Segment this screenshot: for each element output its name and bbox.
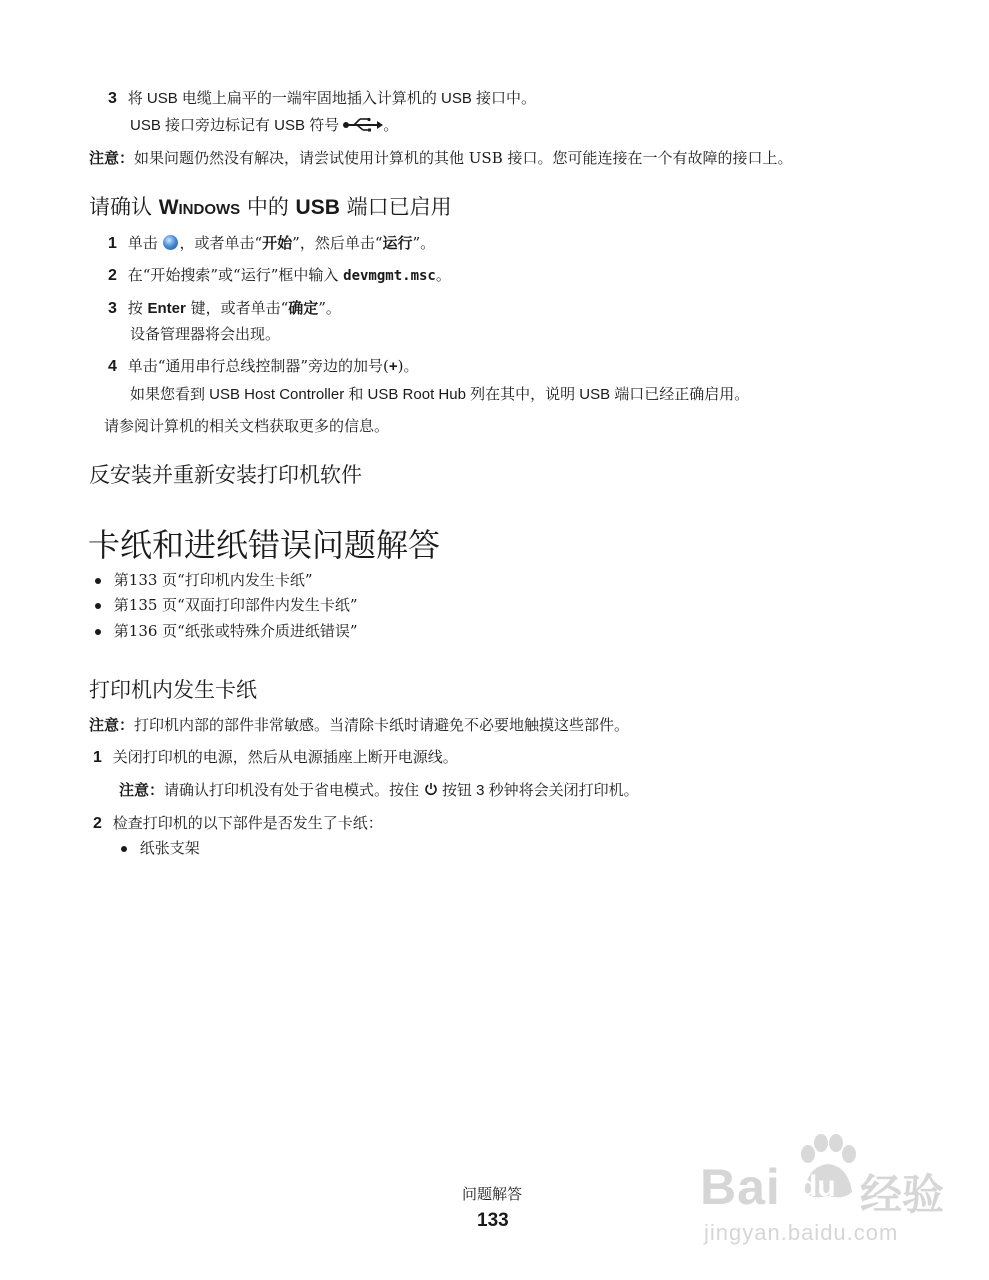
windows-footer-note: 请参阅计算机的相关文档获取更多的信息。 [104,417,390,435]
start-label: 开始 [262,234,293,252]
watermark-brand-du: du [799,1170,836,1203]
bullet [95,603,101,609]
watermark-brand: Bai [700,1159,781,1215]
step-number: 2 [108,267,117,284]
step-text: 。 [435,266,451,284]
step-number: 1 [108,235,117,252]
step-text: 将 USB 电缆上扁平的一端牢固地插入计算机的 USB 接口中。 [127,90,537,107]
page-number: 133 [477,1210,509,1231]
step-number: 3 [108,90,117,107]
note-text: 如果问题仍然没有解决，请尝试使用计算机的其他 USB 接口。您可能连接在一个有故障的接口上。 [134,149,793,167]
usb-note [89,148,793,168]
step-text: ”。 [318,299,341,317]
windows-step-3 [108,298,341,319]
baidu-watermark [700,1132,970,1252]
note-label: 注意： [89,149,135,167]
watermark-url: jingyan.baidu.com [704,1220,899,1245]
bullet [95,578,101,584]
bullet [121,846,127,852]
step-text: ，或者单击“ [179,234,263,252]
step-text: )。 [397,357,419,375]
printer-jam-step-1-note [119,780,639,801]
step-text: 按 [127,299,148,317]
step-number: 1 [93,749,102,766]
printer-jam-note [89,715,629,735]
note-text: 打印机内部的部件非常敏感。当清除卡纸时请避免不必要地触摸这些部件。 [134,716,630,734]
note-label: 注意： [119,781,165,799]
note-label: 注意： [89,716,135,734]
step-text: 键，或者单击“ [185,299,289,317]
power-icon [424,782,438,796]
enter-key-label: Enter [147,300,186,317]
watermark-brand-cn: 经验 [860,1170,945,1219]
heading-part: INDOWS [178,201,241,218]
ok-label: 确定 [288,299,319,317]
plus-sign: + [388,358,398,375]
heading-part: 端口已启用 [339,195,452,219]
note-text: 请确认打印机没有处于省电模式。按住 [164,781,424,799]
run-label: 运行 [382,234,413,252]
jam-link-3[interactable] [95,621,358,641]
windows-step-3-sub: 设备管理器将会出现。 [130,325,281,343]
step-text: ”。 [412,234,436,252]
paper-jam-title: 卡纸和进纸错误问题解答 [88,526,441,564]
step-number: 4 [108,358,117,375]
step-text: ”，然后单击“ [292,234,383,252]
command-code: devmgmt.msc [343,268,436,284]
link-text: 第133 页“打印机内发生卡纸” [113,571,313,589]
usb-symbol-icon [343,118,383,132]
bullet-text: 纸张支架 [139,839,200,857]
heading-part: 中的 [240,195,296,219]
step-text: 单击“通用串行总线控制器”旁边的加号( [127,357,389,375]
footer-section-title: 问题解答 [462,1185,523,1203]
windows-step-4 [108,356,419,377]
reinstall-heading: 反安装并重新安装打印机软件 [89,463,362,487]
jam-link-1[interactable] [95,570,313,590]
printer-jam-heading: 打印机内发生卡纸 [89,678,257,702]
printer-jam-step-1 [93,747,458,768]
windows-step-2 [108,265,451,286]
link-text: 第135 页“双面打印部件内发生卡纸” [113,596,358,614]
link-text: 第136 页“纸张或特殊介质进纸错误” [113,622,358,640]
usb-step-3-sub [130,116,398,136]
note-text: 按钮 3 秒钟将会关闭打印机。 [437,782,639,799]
windows-usb-heading [89,193,452,224]
step-number: 3 [108,300,117,317]
heading-part: USB [295,196,340,219]
windows-step-4-sub: 如果您看到 USB Host Controller 和 USB Root Hub 列在其中，说明 USB 端口已经正确启用。 [130,386,750,403]
step-text: 关闭打印机的电源，然后从电源插座上断开电源线。 [112,748,458,766]
usb-symbol-text: USB 接口旁边标记有 USB 符号 [130,117,340,134]
printer-jam-step-2-bullet [121,838,200,858]
step-number: 2 [93,815,102,832]
windows-step-1 [108,233,435,254]
step-text: 单击 [127,234,163,252]
step-text: 检查打印机的以下部件是否发生了卡纸： [112,814,383,832]
usb-step-3 [108,88,536,109]
heading-part: W [158,196,179,219]
bullet [95,629,101,635]
usb-symbol-end: 。 [383,117,399,134]
printer-jam-step-2 [93,813,383,834]
jam-link-2[interactable] [95,595,358,615]
heading-part: 请确认 [89,195,159,219]
windows-start-orb-icon [163,235,178,250]
step-text: 在“开始搜索”或“运行”框中输入 [127,266,344,284]
